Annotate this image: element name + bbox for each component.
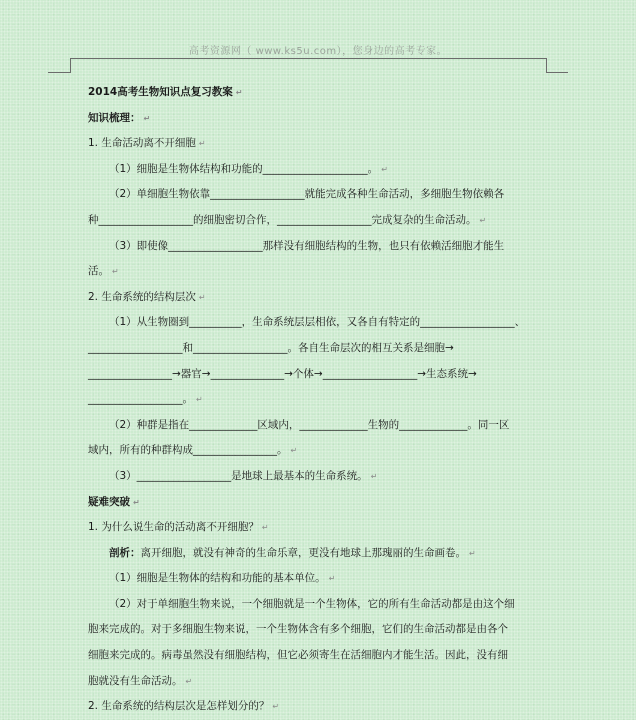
header-rule-right-ext <box>546 72 568 73</box>
doc-line: 胞来完成的。对于多细胞生物来说，一个生物体含有多个细胞，它们的生命活动都是由各个 <box>88 623 508 636</box>
section-difficulty: 疑难突破 ↵ <box>88 495 140 508</box>
section-knowledge: 知识梳理： ↵ <box>88 111 151 124</box>
doc-line: 1. 为什么说生命的活动离不开细胞？ ↵ <box>88 521 269 534</box>
doc-line: （3）__________________是地球上最基本的生命系统。 ↵ <box>109 469 378 482</box>
doc-line: 胞就没有生命活动。 ↵ <box>88 674 193 687</box>
doc-line: （1）细胞是生物体的结构和功能的基本单位。 ↵ <box>109 572 336 585</box>
doc-line: 2. 生命系统的结构层次是怎样划分的？ ↵ <box>88 700 280 713</box>
doc-line: （2）种群是指在_____________区域内，_____________生物的_____________。同一区 <box>109 418 510 431</box>
doc-line: 种__________________的细胞密切合作，__________________完成复杂的生命活动。 ↵ <box>88 213 487 226</box>
doc-line: 活。 ↵ <box>88 265 119 278</box>
doc-line: 域内，所有的种群构成________________。 ↵ <box>88 444 298 457</box>
doc-title: 2014高考生物知识点复习教案 ↵ <box>88 86 243 98</box>
doc-line-analysis: 剖析：离开细胞，就没有神奇的生命乐章，更没有地球上那瑰丽的生命画卷。 ↵ <box>109 546 476 559</box>
doc-line: 2. 生命系统的结构层次 ↵ <box>88 290 206 303</box>
header-rule <box>70 58 546 72</box>
doc-line: __________________和__________________。各自生命层次的相互关系是细胞→ <box>88 341 454 354</box>
doc-line: （2）对于单细胞生物来说，一个细胞就是一个生物体，它的所有生命活动都是由这个细 <box>109 597 515 610</box>
page-header: 高考资源网（ www.ks5u.com），您身边的高考专家。 <box>188 46 448 57</box>
doc-line: __________________。 ↵ <box>88 393 203 406</box>
doc-line: 1. 生命活动离不开细胞 ↵ <box>88 137 206 150</box>
document-body <box>88 80 550 720</box>
doc-line: 细胞来完成的。病毒虽然没有细胞结构，但它必须寄生在活细胞内才能生活。因此，没有细 <box>88 649 508 662</box>
header-rule-top <box>70 58 546 59</box>
header-rule-right <box>546 58 547 73</box>
doc-line: ________________→器官→______________→个体→__________________→生态系统→ <box>88 367 477 380</box>
doc-line: （3）即使像__________________那样没有细胞结构的生物，也只有依赖活细胞才能生 <box>109 239 505 252</box>
doc-line: （2）单细胞生物依靠__________________就能完成各种生命活动，多细胞生物依赖各 <box>109 188 505 201</box>
doc-line: （1）细胞是生物体结构和功能的____________________。 ↵ <box>109 162 388 175</box>
doc-line: （1）从生物圈到__________，生命系统层层相依，又各自有特定的__________________、 <box>109 316 526 329</box>
